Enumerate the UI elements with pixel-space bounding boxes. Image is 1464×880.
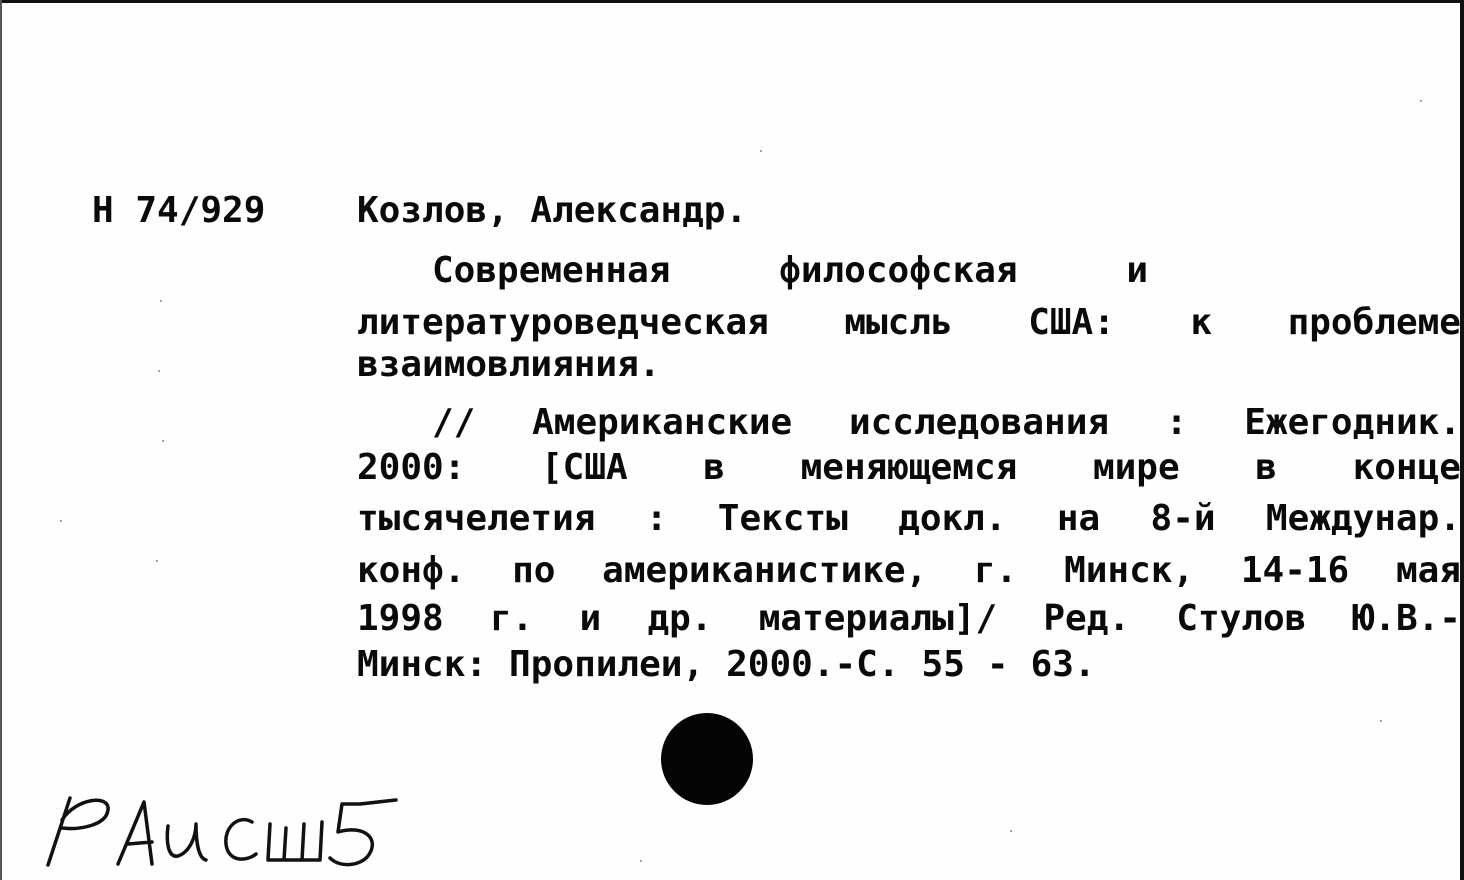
word: по [512,550,556,591]
word: 63. [1030,644,1096,685]
word: др. [647,598,713,639]
word: проблеме [1287,302,1461,343]
scan-speck [60,520,62,522]
word: материалы]/ [758,598,998,639]
word: к [1190,302,1213,343]
word: Междунар. [1265,498,1461,539]
word: мысль [844,302,953,343]
source-line-4 [357,548,1461,594]
word: США: [1028,302,1115,343]
word: 1998 [357,598,444,639]
scan-speck [1380,720,1382,722]
word: докл. [898,498,1007,539]
word: Минск, [1064,550,1195,591]
title-line-3 [357,342,1461,388]
word: г. [974,550,1018,591]
word: Тексты [717,498,848,539]
word: 2000.-С. [726,644,900,685]
word: конце [1352,447,1461,488]
source-line-1 [432,400,1461,446]
punch-hole [661,713,753,805]
scan-speck [156,560,158,562]
word: 55 [921,644,965,685]
call-number: Н 74/929 [92,190,266,231]
scan-speck [162,440,164,442]
word: Современная [432,250,671,291]
word: Пропилеи, [509,644,705,685]
word: взаимовлияния. [357,344,661,385]
word: исследования [848,402,1110,443]
word: и [579,598,602,639]
word: мире [1092,447,1180,488]
scan-speck [760,150,762,152]
word: 2000: [357,447,466,488]
word: : [645,498,668,539]
word: // [432,402,476,443]
word: Ежегодник. [1244,402,1461,443]
word: философская [779,250,1018,291]
source-line-3 [357,496,1461,542]
scan-speck [1010,830,1012,832]
word: Ред. [1043,598,1131,639]
handwritten-mark [40,780,510,875]
author-name: Козлов, Александр. [357,190,748,231]
word: Минск: [357,644,488,685]
word: 14-16 [1240,550,1350,591]
word: Ю.В.- [1352,598,1461,639]
title-line-2 [357,300,1461,346]
scan-speck [640,860,642,862]
word: тысячелетия [357,498,596,539]
word: : [1165,402,1188,443]
word: г. [489,598,534,639]
word: Стулов [1176,598,1307,639]
word: [США [540,447,628,488]
card-left-edge [0,0,2,880]
source-line-5 [357,596,1461,642]
source-line-6 [357,642,1461,688]
word: конф. [357,550,466,591]
source-line-2 [357,445,1461,491]
scan-speck [160,300,162,302]
word: меняющемся [800,447,1018,488]
word: и [1126,250,1148,291]
scan-speck [1420,100,1422,102]
word: мая [1395,550,1461,591]
word: литературоведческая [357,302,769,343]
title-line-1 [432,248,1148,294]
word: в [1255,447,1277,488]
word: Американские [532,402,793,443]
word: 8-й [1150,498,1216,539]
word: на [1056,498,1101,539]
word: - [986,644,1009,685]
word: американистике, [602,550,928,591]
card-top-edge [0,0,1464,3]
word: в [703,447,725,488]
scan-speck [158,370,160,372]
